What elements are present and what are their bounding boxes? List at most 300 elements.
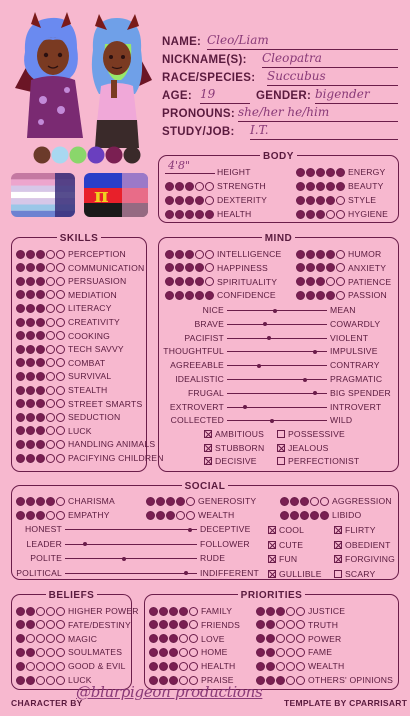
social-slider-handle[interactable] xyxy=(188,528,192,532)
rating-dot[interactable] xyxy=(36,290,45,299)
social-slider-handle[interactable] xyxy=(83,542,87,546)
rating-dot[interactable] xyxy=(306,250,315,259)
rating-dot[interactable] xyxy=(205,250,214,259)
rating-dot[interactable] xyxy=(205,196,214,205)
rating-dot[interactable] xyxy=(36,634,45,643)
rating-dot[interactable] xyxy=(256,662,265,671)
checkbox[interactable] xyxy=(268,541,276,549)
rating-dot[interactable] xyxy=(286,662,295,671)
rating-dot[interactable] xyxy=(306,210,315,219)
rating-dot[interactable] xyxy=(296,168,305,177)
rating-dot[interactable] xyxy=(316,210,325,219)
rating-dot[interactable] xyxy=(56,440,65,449)
rating-dot[interactable] xyxy=(276,620,285,629)
rating-dot[interactable] xyxy=(26,304,35,313)
rating-dot[interactable] xyxy=(56,620,65,629)
rating-dot[interactable] xyxy=(336,263,345,272)
rating-dot[interactable] xyxy=(46,662,55,671)
rating-dot[interactable] xyxy=(149,648,158,657)
rating-dot[interactable] xyxy=(276,634,285,643)
rating-dot[interactable] xyxy=(336,182,345,191)
checkbox[interactable] xyxy=(268,570,276,578)
rating-dot[interactable] xyxy=(185,291,194,300)
rating-dot[interactable] xyxy=(296,648,305,657)
rating-dot[interactable] xyxy=(36,250,45,259)
rating-dot[interactable] xyxy=(165,196,174,205)
rating-dot[interactable] xyxy=(56,386,65,395)
rating-dot[interactable] xyxy=(16,497,25,506)
rating-dot[interactable] xyxy=(46,440,55,449)
mind-slider-handle[interactable] xyxy=(303,378,307,382)
rating-dot[interactable] xyxy=(306,263,315,272)
rating-dot[interactable] xyxy=(165,210,174,219)
rating-dot[interactable] xyxy=(56,676,65,685)
mind-slider-handle[interactable] xyxy=(313,350,317,354)
rating-dot[interactable] xyxy=(36,454,45,463)
checkbox[interactable] xyxy=(277,457,285,465)
rating-dot[interactable] xyxy=(280,511,289,520)
rating-dot[interactable] xyxy=(46,413,55,422)
rating-dot[interactable] xyxy=(36,497,45,506)
rating-dot[interactable] xyxy=(56,454,65,463)
rating-dot[interactable] xyxy=(316,168,325,177)
rating-dot[interactable] xyxy=(149,634,158,643)
rating-dot[interactable] xyxy=(296,676,305,685)
mind-slider-track[interactable] xyxy=(227,420,327,421)
rating-dot[interactable] xyxy=(296,634,305,643)
rating-dot[interactable] xyxy=(46,648,55,657)
rating-dot[interactable] xyxy=(336,196,345,205)
rating-dot[interactable] xyxy=(36,511,45,520)
rating-dot[interactable] xyxy=(336,277,345,286)
rating-dot[interactable] xyxy=(46,277,55,286)
rating-dot[interactable] xyxy=(326,277,335,286)
rating-dot[interactable] xyxy=(195,277,204,286)
checkbox[interactable] xyxy=(334,526,342,534)
rating-dot[interactable] xyxy=(36,413,45,422)
profile-value[interactable]: she/her he/him xyxy=(238,105,330,119)
rating-dot[interactable] xyxy=(56,497,65,506)
rating-dot[interactable] xyxy=(316,263,325,272)
rating-dot[interactable] xyxy=(189,648,198,657)
rating-dot[interactable] xyxy=(159,620,168,629)
rating-dot[interactable] xyxy=(16,511,25,520)
rating-dot[interactable] xyxy=(56,358,65,367)
rating-dot[interactable] xyxy=(46,358,55,367)
rating-dot[interactable] xyxy=(16,290,25,299)
rating-dot[interactable] xyxy=(326,182,335,191)
rating-dot[interactable] xyxy=(46,304,55,313)
mind-slider-track[interactable] xyxy=(227,338,327,339)
mind-slider-handle[interactable] xyxy=(270,419,274,423)
rating-dot[interactable] xyxy=(56,250,65,259)
rating-dot[interactable] xyxy=(16,634,25,643)
mind-slider-track[interactable] xyxy=(227,351,327,352)
rating-dot[interactable] xyxy=(36,318,45,327)
rating-dot[interactable] xyxy=(16,648,25,657)
rating-dot[interactable] xyxy=(16,413,25,422)
rating-dot[interactable] xyxy=(185,196,194,205)
rating-dot[interactable] xyxy=(36,358,45,367)
mind-slider-handle[interactable] xyxy=(273,309,277,313)
social-slider-track[interactable] xyxy=(65,529,197,530)
rating-dot[interactable] xyxy=(256,620,265,629)
rating-dot[interactable] xyxy=(326,263,335,272)
mind-slider-track[interactable] xyxy=(227,407,327,408)
rating-dot[interactable] xyxy=(300,497,309,506)
rating-dot[interactable] xyxy=(296,263,305,272)
rating-dot[interactable] xyxy=(16,331,25,340)
rating-dot[interactable] xyxy=(189,607,198,616)
rating-dot[interactable] xyxy=(179,620,188,629)
rating-dot[interactable] xyxy=(26,440,35,449)
rating-dot[interactable] xyxy=(26,318,35,327)
rating-dot[interactable] xyxy=(195,210,204,219)
profile-value[interactable]: 19 xyxy=(200,87,216,101)
rating-dot[interactable] xyxy=(156,497,165,506)
rating-dot[interactable] xyxy=(16,662,25,671)
rating-dot[interactable] xyxy=(46,607,55,616)
rating-dot[interactable] xyxy=(56,662,65,671)
rating-dot[interactable] xyxy=(159,662,168,671)
rating-dot[interactable] xyxy=(146,511,155,520)
rating-dot[interactable] xyxy=(26,290,35,299)
rating-dot[interactable] xyxy=(169,620,178,629)
rating-dot[interactable] xyxy=(306,182,315,191)
rating-dot[interactable] xyxy=(16,345,25,354)
social-slider-handle[interactable] xyxy=(122,557,126,561)
rating-dot[interactable] xyxy=(36,263,45,272)
rating-dot[interactable] xyxy=(256,648,265,657)
rating-dot[interactable] xyxy=(175,182,184,191)
rating-dot[interactable] xyxy=(26,277,35,286)
rating-dot[interactable] xyxy=(36,372,45,381)
rating-dot[interactable] xyxy=(36,662,45,671)
rating-dot[interactable] xyxy=(266,648,275,657)
rating-dot[interactable] xyxy=(56,345,65,354)
rating-dot[interactable] xyxy=(276,607,285,616)
rating-dot[interactable] xyxy=(266,662,275,671)
rating-dot[interactable] xyxy=(159,648,168,657)
rating-dot[interactable] xyxy=(16,304,25,313)
profile-value[interactable]: Cleopatra xyxy=(262,51,322,65)
rating-dot[interactable] xyxy=(46,454,55,463)
rating-dot[interactable] xyxy=(195,291,204,300)
rating-dot[interactable] xyxy=(336,210,345,219)
rating-dot[interactable] xyxy=(336,168,345,177)
rating-dot[interactable] xyxy=(185,277,194,286)
rating-dot[interactable] xyxy=(296,250,305,259)
rating-dot[interactable] xyxy=(146,497,155,506)
rating-dot[interactable] xyxy=(296,210,305,219)
rating-dot[interactable] xyxy=(36,426,45,435)
rating-dot[interactable] xyxy=(46,426,55,435)
rating-dot[interactable] xyxy=(16,318,25,327)
checkbox[interactable] xyxy=(268,526,276,534)
rating-dot[interactable] xyxy=(286,620,295,629)
rating-dot[interactable] xyxy=(266,620,275,629)
mind-slider-handle[interactable] xyxy=(257,364,261,368)
rating-dot[interactable] xyxy=(56,318,65,327)
rating-dot[interactable] xyxy=(36,277,45,286)
rating-dot[interactable] xyxy=(166,511,175,520)
rating-dot[interactable] xyxy=(46,399,55,408)
rating-dot[interactable] xyxy=(169,648,178,657)
rating-dot[interactable] xyxy=(16,607,25,616)
rating-dot[interactable] xyxy=(320,497,329,506)
rating-dot[interactable] xyxy=(326,210,335,219)
rating-dot[interactable] xyxy=(185,263,194,272)
rating-dot[interactable] xyxy=(185,182,194,191)
rating-dot[interactable] xyxy=(36,676,45,685)
rating-dot[interactable] xyxy=(306,291,315,300)
rating-dot[interactable] xyxy=(266,676,275,685)
rating-dot[interactable] xyxy=(306,277,315,286)
rating-dot[interactable] xyxy=(179,607,188,616)
rating-dot[interactable] xyxy=(46,386,55,395)
rating-dot[interactable] xyxy=(205,182,214,191)
rating-dot[interactable] xyxy=(316,277,325,286)
checkbox[interactable] xyxy=(268,555,276,563)
rating-dot[interactable] xyxy=(56,277,65,286)
rating-dot[interactable] xyxy=(46,290,55,299)
rating-dot[interactable] xyxy=(169,662,178,671)
rating-dot[interactable] xyxy=(296,607,305,616)
rating-dot[interactable] xyxy=(56,634,65,643)
rating-dot[interactable] xyxy=(46,620,55,629)
rating-dot[interactable] xyxy=(165,277,174,286)
rating-dot[interactable] xyxy=(56,426,65,435)
rating-dot[interactable] xyxy=(36,331,45,340)
rating-dot[interactable] xyxy=(26,345,35,354)
rating-dot[interactable] xyxy=(290,511,299,520)
rating-dot[interactable] xyxy=(276,676,285,685)
rating-dot[interactable] xyxy=(320,511,329,520)
rating-dot[interactable] xyxy=(16,358,25,367)
rating-dot[interactable] xyxy=(16,426,25,435)
rating-dot[interactable] xyxy=(26,250,35,259)
rating-dot[interactable] xyxy=(179,662,188,671)
rating-dot[interactable] xyxy=(165,250,174,259)
rating-dot[interactable] xyxy=(286,607,295,616)
rating-dot[interactable] xyxy=(46,250,55,259)
rating-dot[interactable] xyxy=(26,454,35,463)
checkbox[interactable] xyxy=(277,444,285,452)
profile-value[interactable]: Succubus xyxy=(267,69,326,83)
rating-dot[interactable] xyxy=(179,634,188,643)
rating-dot[interactable] xyxy=(36,345,45,354)
rating-dot[interactable] xyxy=(266,634,275,643)
rating-dot[interactable] xyxy=(56,413,65,422)
rating-dot[interactable] xyxy=(205,210,214,219)
rating-dot[interactable] xyxy=(56,290,65,299)
rating-dot[interactable] xyxy=(256,634,265,643)
rating-dot[interactable] xyxy=(165,291,174,300)
rating-dot[interactable] xyxy=(26,372,35,381)
rating-dot[interactable] xyxy=(16,440,25,449)
rating-dot[interactable] xyxy=(16,277,25,286)
mind-slider-track[interactable] xyxy=(227,379,327,380)
rating-dot[interactable] xyxy=(26,620,35,629)
rating-dot[interactable] xyxy=(290,497,299,506)
rating-dot[interactable] xyxy=(175,263,184,272)
rating-dot[interactable] xyxy=(316,250,325,259)
rating-dot[interactable] xyxy=(26,662,35,671)
rating-dot[interactable] xyxy=(296,620,305,629)
rating-dot[interactable] xyxy=(310,497,319,506)
rating-dot[interactable] xyxy=(316,182,325,191)
rating-dot[interactable] xyxy=(306,196,315,205)
rating-dot[interactable] xyxy=(56,399,65,408)
profile-value[interactable]: I.T. xyxy=(250,123,269,137)
rating-dot[interactable] xyxy=(16,454,25,463)
rating-dot[interactable] xyxy=(46,372,55,381)
rating-dot[interactable] xyxy=(296,277,305,286)
rating-dot[interactable] xyxy=(56,511,65,520)
rating-dot[interactable] xyxy=(26,676,35,685)
rating-dot[interactable] xyxy=(326,168,335,177)
rating-dot[interactable] xyxy=(159,634,168,643)
rating-dot[interactable] xyxy=(195,196,204,205)
rating-dot[interactable] xyxy=(186,497,195,506)
rating-dot[interactable] xyxy=(46,511,55,520)
rating-dot[interactable] xyxy=(149,620,158,629)
rating-dot[interactable] xyxy=(336,291,345,300)
rating-dot[interactable] xyxy=(26,399,35,408)
rating-dot[interactable] xyxy=(26,511,35,520)
rating-dot[interactable] xyxy=(56,304,65,313)
rating-dot[interactable] xyxy=(156,511,165,520)
rating-dot[interactable] xyxy=(36,304,45,313)
rating-dot[interactable] xyxy=(179,648,188,657)
rating-dot[interactable] xyxy=(26,497,35,506)
checkbox[interactable] xyxy=(334,570,342,578)
rating-dot[interactable] xyxy=(56,648,65,657)
rating-dot[interactable] xyxy=(326,250,335,259)
checkbox[interactable] xyxy=(277,430,285,438)
rating-dot[interactable] xyxy=(186,511,195,520)
rating-dot[interactable] xyxy=(286,676,295,685)
rating-dot[interactable] xyxy=(205,277,214,286)
rating-dot[interactable] xyxy=(16,620,25,629)
rating-dot[interactable] xyxy=(189,620,198,629)
rating-dot[interactable] xyxy=(26,386,35,395)
rating-dot[interactable] xyxy=(56,607,65,616)
rating-dot[interactable] xyxy=(16,263,25,272)
rating-dot[interactable] xyxy=(165,263,174,272)
rating-dot[interactable] xyxy=(46,497,55,506)
rating-dot[interactable] xyxy=(36,386,45,395)
rating-dot[interactable] xyxy=(276,662,285,671)
checkbox[interactable] xyxy=(204,444,212,452)
rating-dot[interactable] xyxy=(159,607,168,616)
rating-dot[interactable] xyxy=(185,210,194,219)
rating-dot[interactable] xyxy=(205,263,214,272)
rating-dot[interactable] xyxy=(16,399,25,408)
checkbox[interactable] xyxy=(334,555,342,563)
checkbox[interactable] xyxy=(334,541,342,549)
rating-dot[interactable] xyxy=(205,291,214,300)
rating-dot[interactable] xyxy=(46,318,55,327)
rating-dot[interactable] xyxy=(36,620,45,629)
rating-dot[interactable] xyxy=(36,648,45,657)
rating-dot[interactable] xyxy=(195,263,204,272)
rating-dot[interactable] xyxy=(26,426,35,435)
rating-dot[interactable] xyxy=(16,676,25,685)
rating-dot[interactable] xyxy=(296,291,305,300)
rating-dot[interactable] xyxy=(286,648,295,657)
rating-dot[interactable] xyxy=(175,250,184,259)
social-slider-track[interactable] xyxy=(65,558,197,559)
checkbox[interactable] xyxy=(204,430,212,438)
rating-dot[interactable] xyxy=(36,399,45,408)
rating-dot[interactable] xyxy=(26,607,35,616)
rating-dot[interactable] xyxy=(36,440,45,449)
rating-dot[interactable] xyxy=(56,331,65,340)
checkbox[interactable] xyxy=(204,457,212,465)
rating-dot[interactable] xyxy=(46,634,55,643)
rating-dot[interactable] xyxy=(300,511,309,520)
rating-dot[interactable] xyxy=(326,291,335,300)
rating-dot[interactable] xyxy=(185,250,194,259)
rating-dot[interactable] xyxy=(165,182,174,191)
rating-dot[interactable] xyxy=(286,634,295,643)
rating-dot[interactable] xyxy=(276,648,285,657)
rating-dot[interactable] xyxy=(336,250,345,259)
rating-dot[interactable] xyxy=(149,607,158,616)
rating-dot[interactable] xyxy=(166,497,175,506)
rating-dot[interactable] xyxy=(316,196,325,205)
rating-dot[interactable] xyxy=(195,250,204,259)
rating-dot[interactable] xyxy=(266,607,275,616)
mind-slider-track[interactable] xyxy=(227,393,327,394)
rating-dot[interactable] xyxy=(175,291,184,300)
rating-dot[interactable] xyxy=(149,662,158,671)
rating-dot[interactable] xyxy=(189,662,198,671)
rating-dot[interactable] xyxy=(26,413,35,422)
rating-dot[interactable] xyxy=(16,386,25,395)
rating-dot[interactable] xyxy=(316,291,325,300)
mind-slider-track[interactable] xyxy=(227,324,327,325)
rating-dot[interactable] xyxy=(26,263,35,272)
rating-dot[interactable] xyxy=(46,263,55,272)
rating-dot[interactable] xyxy=(16,372,25,381)
rating-dot[interactable] xyxy=(26,634,35,643)
rating-dot[interactable] xyxy=(189,634,198,643)
rating-dot[interactable] xyxy=(176,497,185,506)
rating-dot[interactable] xyxy=(46,676,55,685)
rating-dot[interactable] xyxy=(296,182,305,191)
profile-value[interactable]: Cleo/Liam xyxy=(207,33,269,47)
rating-dot[interactable] xyxy=(175,277,184,286)
social-slider-track[interactable] xyxy=(65,573,197,574)
profile-value[interactable]: bigender xyxy=(315,87,370,101)
rating-dot[interactable] xyxy=(56,263,65,272)
rating-dot[interactable] xyxy=(256,607,265,616)
rating-dot[interactable] xyxy=(36,607,45,616)
rating-dot[interactable] xyxy=(176,511,185,520)
rating-dot[interactable] xyxy=(169,607,178,616)
rating-dot[interactable] xyxy=(26,358,35,367)
mind-slider-track[interactable] xyxy=(227,365,327,366)
rating-dot[interactable] xyxy=(16,250,25,259)
rating-dot[interactable] xyxy=(296,662,305,671)
rating-dot[interactable] xyxy=(175,210,184,219)
rating-dot[interactable] xyxy=(310,511,319,520)
rating-dot[interactable] xyxy=(26,331,35,340)
rating-dot[interactable] xyxy=(169,634,178,643)
rating-dot[interactable] xyxy=(175,196,184,205)
